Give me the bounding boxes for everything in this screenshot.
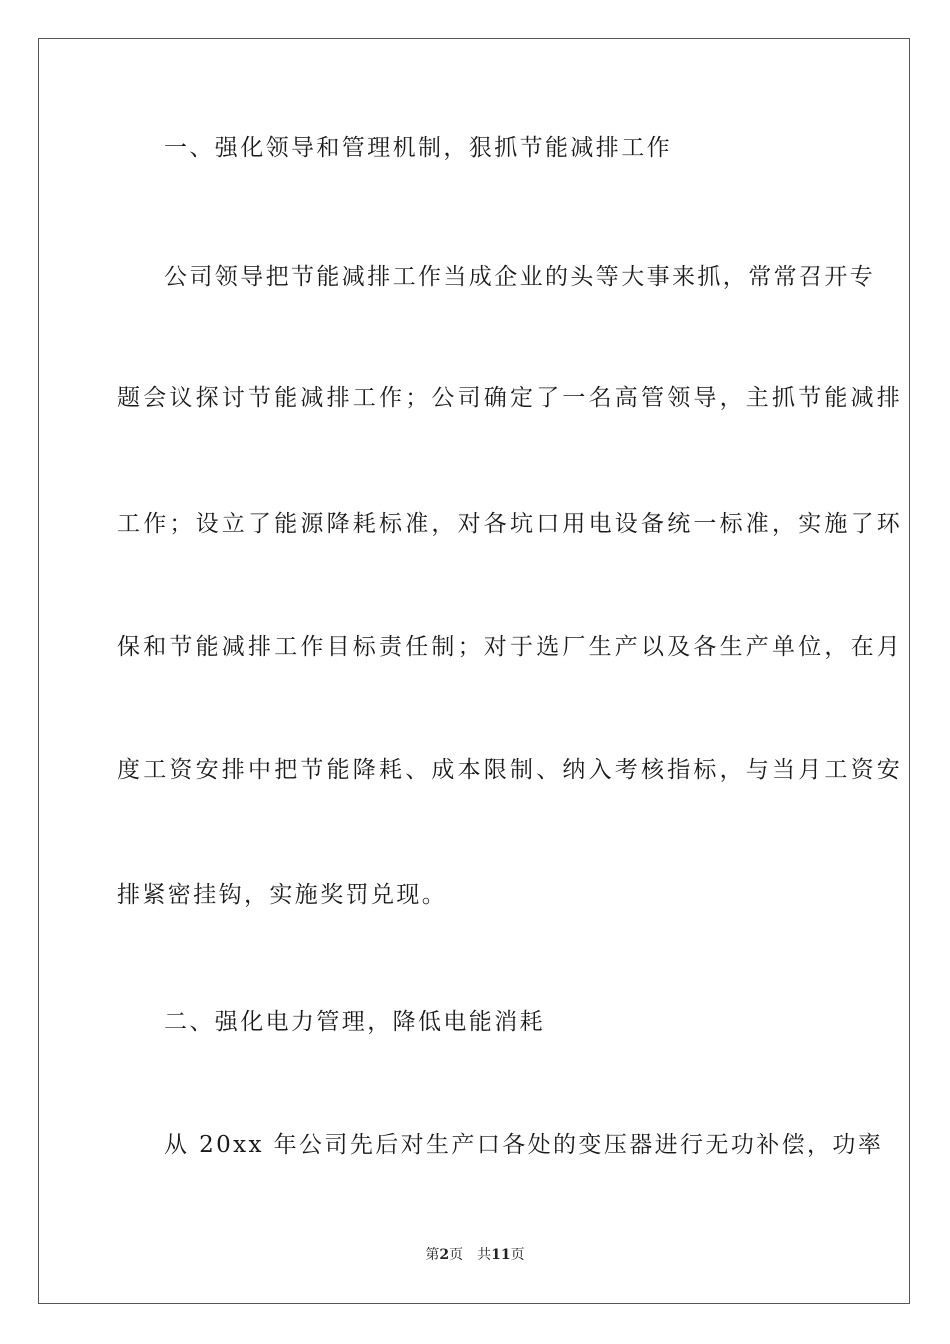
paragraph-line: 公司领导把节能减排工作当成企业的头等大事来抓，常常召开专 <box>164 264 876 290</box>
paragraph-line: 工作；设立了能源降耗标准，对各坑口用电设备统一标准，实施了环 <box>117 511 903 537</box>
paragraph-line: 从 20xx 年公司先后对生产口各处的变压器进行无功补偿，功率 <box>164 1132 884 1158</box>
paragraph-line: 题会议探讨节能减排工作；公司确定了一名高管领导，主抓节能减排 <box>117 385 903 411</box>
section-heading-1: 一、强化领导和管理机制，狠抓节能减排工作 <box>164 135 672 161</box>
page-footer <box>0 1246 950 1264</box>
section-heading-2: 二、强化电力管理，降低电能消耗 <box>164 1009 545 1035</box>
footer-total-prefix: 共 <box>477 1247 492 1263</box>
footer-prefix: 第 <box>425 1247 440 1263</box>
current-page-number: 2 <box>439 1247 450 1263</box>
page-border <box>38 38 910 1304</box>
paragraph-line: 排紧密挂钩，实施奖罚兑现。 <box>117 882 448 908</box>
footer-page-suffix: 页 <box>449 1247 464 1263</box>
paragraph-line: 度工资安排中把节能降耗、成本限制、纳入考核指标，与当月工资安 <box>117 757 903 783</box>
paragraph-line: 保和节能减排工作目标责任制；对于选厂生产以及各生产单位，在月 <box>117 634 903 660</box>
total-page-count: 11 <box>491 1247 511 1263</box>
footer-total-suffix: 页 <box>510 1247 525 1263</box>
